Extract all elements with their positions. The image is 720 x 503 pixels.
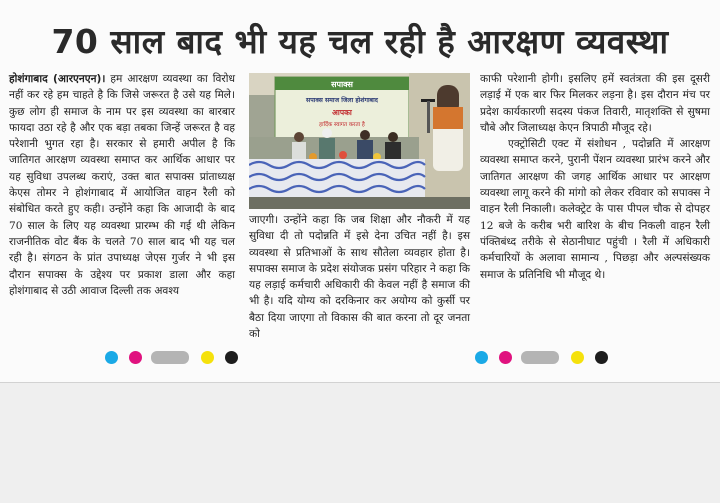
dateline: होशंगाबाद (आरएनएन)। [9, 73, 106, 85]
stage-scene [249, 73, 470, 209]
banner-line-2: आपका [332, 108, 352, 117]
registration-marks-left [105, 351, 241, 364]
yellow-registration-dot [571, 351, 584, 364]
article-column-1 [9, 71, 235, 299]
column-1-text: हम आरक्षण व्यवस्था का विरोध नहीं कर रहे हम चाहते है कि जिसे जरूरत है उसे यह मिले। कुछ लोग ही समाज के नाम पर इस व्यवस्था का बारबार फायदा उठा रहे है और एक बड़ा तबका जिन्हें जरूरत है वह परेशानी भुगत रहा है। सरकार से हमारी अपील है कि जातिगत आरक्षण व्यवस्था समाप्त कर आर्थिक आधार पर यह सुविधा उपलब्ध कराएं, उक्त बात सपाक्स प्रांताध्यक्ष केएस तोमर ने होशंगाबाद में आयोजित वाहन रैली को संबोधित करते हुए कही। उन्होंने कहा कि आजादी के बाद 70 साल के लिए यह व्यवस्था प्रारम्भ की गई थी लेकिन राजनीतिक वोट बैंक के चलते 70 साल बाद भी यह चल रही है। संगठन के प्रांत उपाध्यक्ष जेएस गुर्जर ने भी इस दौरान सपाक्स के उद्देश्य पर प्रकाश डाला और कहा होशंगाबाद से उठी आवाज दिल्ली तक अवश्य [9, 73, 235, 297]
article-column-2 [249, 212, 470, 342]
magenta-registration-dot [499, 351, 512, 364]
banner-line-1: सपाक्स समाज जिला होशंगाबाद [306, 97, 378, 104]
banner-heading: सपाक्स [331, 80, 353, 89]
banner-line-3: हार्दिक स्वागत करता है [319, 122, 365, 128]
cyan-registration-dot [475, 351, 488, 364]
column-3-paragraph-2: एक्ट्रोसिटी एक्ट में संशोधन , पदोन्नति में आरक्षण व्यवस्था समाप्त करने, पुरानी पेंशन व्यवस्था प्रारंभ करने और जातिगत आरक्षण की जगह आर्थिक आधार पर आरक्षण व्यवस्था लागू करने की मांगो को लेकर रविवार को सपाक्स ने वाहन रैली निकाली। कलेक्ट्रेट के पास पीपल चौक से दोपहर 12 बजे के करीब भरी बारिश के बीच निकली वाहन रैली पंक्तिबंध्द तरीके से सेठानीघाट पहुंची । रैली में अधिकारी कर्मचारियों के अलावा सामान्य , पिछड़ा और अल्पसंख्यक समाज के प्रतिनिधि भी मौजूद थे। [480, 138, 710, 281]
event-photo [249, 73, 470, 209]
yellow-registration-dot [201, 351, 214, 364]
black-registration-dot [225, 351, 238, 364]
registration-marks-right [475, 351, 611, 364]
magenta-registration-dot [129, 351, 142, 364]
headline: 70 साल बाद भी यह चल रही है आरक्षण व्यवस्था [51, 22, 669, 61]
gray-registration-bar [521, 351, 559, 364]
gray-registration-bar [151, 351, 189, 364]
column-3-paragraph-1: काफी परेशानी होगी। इसलिए हमें स्वतंत्रता की इस दूसरी लड़ाई में एक बार फिर मिलकर लड़ना है। इस दौरान मंच पर प्रदेश कार्यकारणी सदस्य पंकज तिवारी, मातृशक्ति से सुषमा चौबे और जिलाध्यक्ष केएन त्रिपाठी मौजूद रहे। [480, 73, 710, 134]
column-2-text: जाएगी। उन्होंने कहा कि जब शिक्षा और नौकरी में यह सुविधा दी तो पदोन्नति में इसे देना उचित नहीं है। इस व्यवस्था से प्रतिभाओं के साथ सौतेला व्यवहार होता है। सपाक्स समाज के प्रदेश संयोजक प्रसंग परिहार ने कहा कि यह लड़ाई कर्मचारी अधिकारी की केवल नहीं है समाज की भी है। यदि योग्य को दरकिनार कर अयोग्य को कुर्सी पर बैठा दिया जाएगा तो विकास की बात करना तो दूर जनता को [249, 214, 470, 341]
article-column-3 [480, 71, 710, 283]
black-registration-dot [595, 351, 608, 364]
cyan-registration-dot [105, 351, 118, 364]
